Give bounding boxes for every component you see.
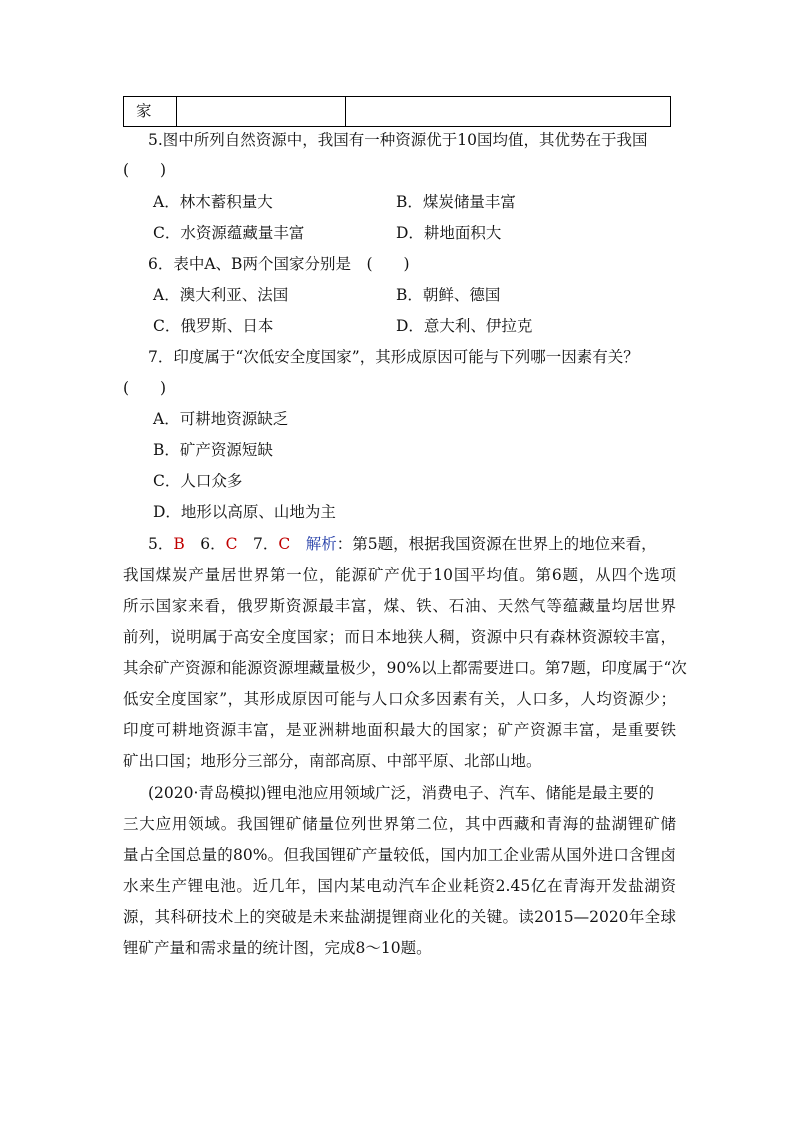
question-5-paren: ( ) [123, 161, 167, 179]
question-6-option-c: C．俄罗斯、日本 [153, 317, 274, 335]
passage-line: 水来生产锂电池。近几年，国内某电动汽车企业耗资2.45亿在青海开发盐湖资 [123, 877, 676, 895]
question-5-option-a: A．林木蓄积量大 [153, 193, 273, 211]
analysis-line: 我国煤炭产量居世界第一位，能源矿产优于10国平均值。第6题，从四个选项 [123, 566, 676, 584]
question-5-stem: 5.图中所列自然资源中，我国有一种资源优于10国均值，其优势在于我国 [148, 131, 648, 149]
question-7-paren: ( ) [123, 379, 167, 397]
passage-line: 锂矿产量和需求量的统计图，完成8～10题。 [123, 939, 432, 957]
question-5-option-c: C．水资源蕴藏量丰富 [153, 224, 305, 242]
resource-table-fragment [123, 96, 671, 127]
question-5-option-b: B．煤炭储量丰富 [396, 193, 516, 211]
analysis-line: 所示国家来看，俄罗斯资源最丰富，煤、铁、石油、天然气等蕴藏量均居世界 [123, 597, 676, 615]
question-6-stem: 6．表中A、B两个国家分别是 ( ) [148, 255, 410, 273]
table-row [124, 97, 671, 127]
passage-line: (2020·青岛模拟)锂电池应用领域广泛，消费电子、汽车、储能是最主要的 [148, 784, 654, 802]
analysis-line: 矿出口国；地形分三部分，南部高原、中部平原、北部山地。 [123, 752, 542, 770]
analysis-text: ：第5题，根据我国资源在世界上的地位来看， [336, 535, 657, 553]
answer-7: C [278, 535, 291, 553]
question-7-option-b: B．矿产资源短缺 [153, 441, 273, 459]
analysis-line: 印度可耕地资源丰富，是亚洲耕地面积最大的国家；矿产资源丰富，是重要铁 [123, 721, 676, 739]
table-cell [177, 97, 346, 127]
question-6-option-a: A．澳大利亚、法国 [153, 286, 289, 304]
analysis-line: 前列，说明属于高安全度国家；而日本地狭人稠，资源中只有森林资源较丰富， [123, 628, 676, 646]
passage-line: 源，其科研技术上的突破是未来盐湖提锂商业化的关键。读2015—2020年全球 [123, 908, 676, 926]
answer-5: B [173, 535, 185, 553]
question-6-option-d: D．意大利、伊拉克 [396, 317, 533, 335]
question-7-option-c: C．人口众多 [153, 472, 243, 490]
answer-number-6: 6． [184, 535, 226, 553]
passage-line: 三大应用领域。我国锂矿储量位列世界第二位，其中西藏和青海的盐湖锂矿储 [123, 815, 676, 833]
table-cell [346, 97, 671, 127]
table-cell-label: 家 [124, 97, 177, 127]
question-6-option-b: B．朝鲜、德国 [396, 286, 501, 304]
analysis-line: 低安全度国家”，其形成原因可能与人口众多因素有关，人口多，人均资源少； [123, 690, 676, 708]
answer-number-7: 7． [237, 535, 279, 553]
analysis-label: 解析 [305, 535, 337, 553]
passage-line: 量占全国总量的80%。但我国锂矿产量较低，国内加工企业需从国外进口含锂卤 [123, 846, 676, 864]
question-7-option-d: D．地形以高原、山地为主 [153, 503, 336, 521]
analysis-line: 其余矿产资源和能源资源埋藏量极少，90%以上都需要进口。第7题，印度属于“次 [123, 659, 687, 677]
answer-line [148, 533, 657, 555]
answer-number-5: 5． [148, 535, 174, 553]
question-7-stem: 7．印度属于“次低安全度国家”，其形成原因可能与下列哪一因素有关？ [148, 348, 639, 366]
question-5-option-d: D．耕地面积大 [396, 224, 502, 242]
answer-6: C [225, 535, 238, 553]
question-7-option-a: A．可耕地资源缺乏 [153, 410, 289, 428]
